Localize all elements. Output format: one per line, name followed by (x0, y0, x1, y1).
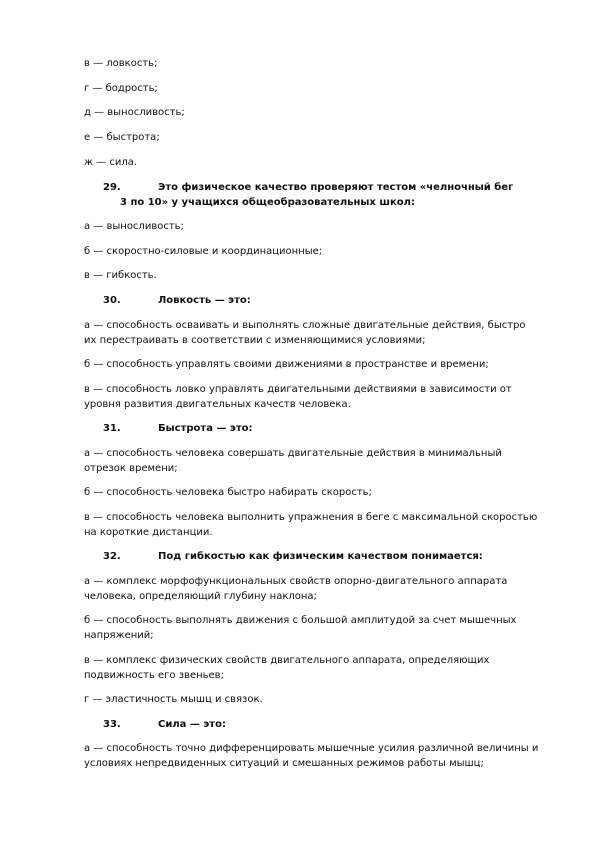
question-33-heading (103, 717, 543, 732)
option-v: в — ловкость; (84, 58, 158, 69)
q29-option-b: б — скоростно-силовые и координационные; (84, 246, 323, 257)
q32-option-a: а — комплекс морфофункциональных свойств опорно-двигательного аппарата человека, определяющий глубину наклона; (84, 576, 508, 602)
q31-option-b: б — способность человека быстро набирать скорость; (84, 487, 372, 498)
question-text: Ловкость — это: (158, 295, 251, 306)
question-number: 31. (103, 423, 121, 434)
question-32-heading (103, 549, 543, 564)
q32-option-b: б — способность выполнять движения с большой амплитудой за счет мышечных напряжений; (84, 615, 517, 641)
option-e: е — быстрота; (84, 132, 160, 143)
q32-option-v: в — комплекс физических свойств двигательного аппарата, определяющих подвижность его звеньев; (84, 655, 490, 681)
question-number: 33. (103, 719, 121, 730)
question-text: Сила — это: (158, 719, 226, 730)
question-text: Это физическое качество проверяют тестом «челночный бег (158, 182, 514, 193)
q33-option-a: а — способность точно дифференцировать мышечные усилия различной величины и условиях непредвиденных ситуаций и смешанных режимов работы мышц; (84, 743, 539, 769)
question-text-continuation: 3 по 10» у учащихся общеобразовательных школ: (120, 197, 415, 208)
option-zh: ж — сила. (84, 157, 138, 168)
question-number: 32. (103, 551, 121, 562)
option-g: г — бодрость; (84, 83, 158, 94)
question-text: Быстрота — это: (158, 423, 253, 434)
option-d: д — выносливость; (84, 107, 185, 118)
question-text: Под гибкостью как физическим качеством понимается: (158, 551, 483, 562)
question-29-heading (103, 180, 543, 210)
q30-option-v: в — способность ловко управлять двигательными действиями в зависимости от уровня развития двигательных качеств человека. (84, 384, 512, 410)
q29-option-v: в — гибкость. (84, 270, 157, 281)
q32-option-g: г — эластичность мышц и связок. (84, 694, 263, 705)
q29-option-a: а — выносливость; (84, 221, 184, 232)
question-number: 29. (103, 182, 121, 193)
question-30-heading (103, 293, 543, 308)
question-number: 30. (103, 295, 121, 306)
q30-option-b: б — способность управлять своими движениями в пространстве и времени; (84, 359, 489, 370)
q31-option-a: а — способность человека совершать двигательные действия в минимальный отрезок времени; (84, 448, 502, 474)
question-31-heading (103, 421, 543, 436)
q31-option-v: в — способность человека выполнить упражнения в беге с максимальной скоростью на короткие дистанции. (84, 512, 538, 538)
q30-option-a: а — способность осваивать и выполнять сложные двигательные действия, быстро их перестраивать в соответствии с изменяющимися условиями; (84, 320, 526, 346)
